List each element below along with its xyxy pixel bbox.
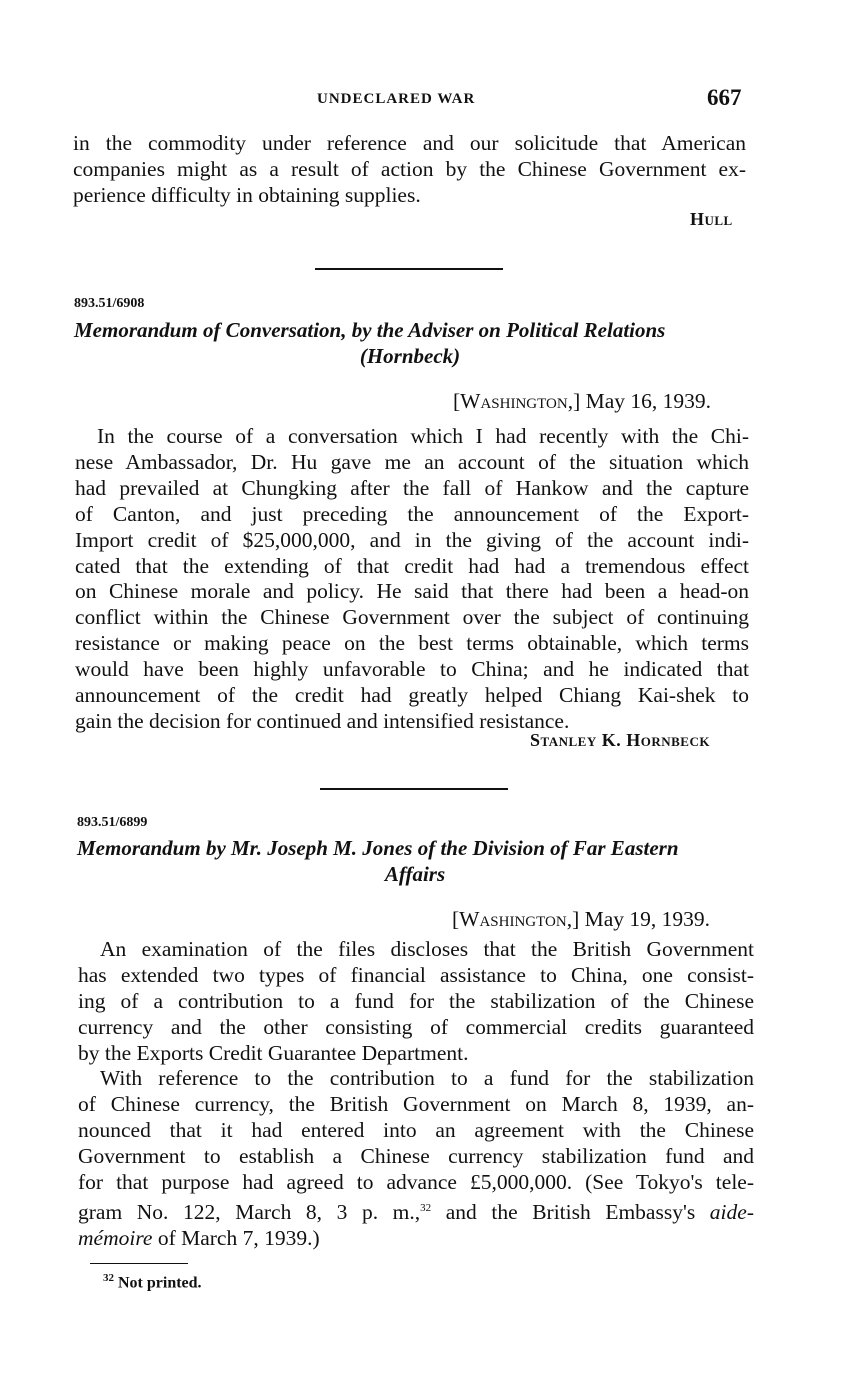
footnote-mark: 32 — [103, 1272, 114, 1284]
dateline-place: Washington — [460, 389, 568, 413]
text-line: nounced that it had entered into an agreement with the Chinese — [78, 1117, 754, 1142]
text-line: companies might as a result of action by the Chinese Government ex- — [73, 156, 746, 181]
signature-hornbeck: Stanley K. Hornbeck — [530, 730, 710, 750]
dateline: [Washington,] May 19, 1939. — [452, 907, 711, 931]
file-number: 893.51/6908 — [74, 296, 145, 311]
text-line: by the Exports Credit Guarantee Department. — [78, 1040, 469, 1065]
text-line: had prevailed at Chungking after the fall of Hankow and the capture — [75, 475, 749, 500]
section-divider — [320, 788, 508, 790]
text-line: With reference to the contribution to a fund for the stabilization — [100, 1066, 754, 1090]
text-line: gain the decision for continued and intensified resistance. — [75, 708, 570, 733]
text-line: for that purpose had agreed to advance £5,000,000. (See Tokyo's tele- — [78, 1169, 754, 1194]
text-segment: of March 7, 1939.) — [152, 1225, 320, 1250]
text-line: Import credit of $25,000,000, and in the giving of the account indi- — [75, 527, 749, 552]
footnote-reference: 32 — [420, 1201, 432, 1214]
italic-term: mémoire — [78, 1225, 153, 1250]
dateline: [Washington,] May 16, 1939. — [453, 389, 712, 413]
text-line: conflict within the Chinese Government over the subject of continuing — [75, 605, 749, 630]
text-line: Government to establish a Chinese currency stabilization fund and — [78, 1143, 754, 1168]
text-line: cated that the extending of that credit had had a tremendous effect — [75, 553, 749, 578]
dateline-place: Washington — [459, 907, 567, 931]
text-line — [78, 1226, 754, 1252]
footnote — [103, 1272, 202, 1292]
page-number: 667 — [707, 85, 742, 110]
text-line: has extended two types of financial assistance to China, one consist- — [78, 962, 754, 987]
memo-title-continued: (Hornbeck) — [359, 344, 461, 368]
text-line: perience difficulty in obtaining supplies. — [73, 182, 421, 207]
text-line: on Chinese morale and policy. He said that there had been a head-on — [75, 579, 749, 604]
text-line: resistance or making peace on the best terms obtainable, which terms — [75, 631, 749, 656]
memo-title: Memorandum of Conversation, by the Adviser on Political Relations — [74, 318, 666, 342]
memo-title-continued: Affairs — [384, 862, 446, 886]
continuation-paragraph — [73, 131, 746, 209]
text-line: In the course of a conversation which I had recently with the Chi- — [97, 424, 749, 448]
text-line: in the commodity under reference and our solicitude that American — [73, 131, 746, 155]
file-number: 893.51/6899 — [77, 815, 148, 830]
text-line: An examination of the files discloses that the British Government — [100, 937, 754, 961]
text-line: would have been highly unfavorable to China; and he indicated that — [75, 657, 749, 682]
text-segment: gram No. 122, March 8, 3 p. m., — [78, 1199, 421, 1224]
memo-body-paragraph — [78, 1066, 754, 1252]
dateline-date: May 19, 1939. — [584, 907, 711, 931]
text-line — [78, 1196, 754, 1226]
signature-hull: Hull — [690, 209, 733, 229]
memo-title: Memorandum by Mr. Joseph M. Jones of the Division of Far Eastern — [77, 836, 679, 860]
text-line: currency and the other consisting of commercial credits guaranteed — [78, 1014, 754, 1039]
text-segment: and the British Embassy's — [431, 1199, 710, 1224]
footnote-text: Not printed. — [118, 1274, 202, 1292]
text-line: announcement of the credit had greatly helped Chiang Kai-shek to — [75, 683, 749, 708]
italic-term: aide- — [709, 1199, 754, 1224]
text-line: of Canton, and just preceding the announcement of the Export- — [75, 501, 749, 526]
text-line: of Chinese currency, the British Government on March 8, 1939, an- — [78, 1091, 754, 1116]
running-title: UNDECLARED WAR — [317, 91, 476, 107]
text-line: ing of a contribution to a fund for the stabilization of the Chinese — [78, 988, 754, 1013]
footnote-rule — [90, 1263, 188, 1264]
text-line: nese Ambassador, Dr. Hu gave me an account of the situation which — [75, 449, 749, 474]
memo-body-paragraph — [75, 424, 749, 735]
memo-body-paragraph — [78, 937, 754, 1067]
section-divider — [315, 268, 503, 270]
dateline-date: May 16, 1939. — [585, 389, 712, 413]
